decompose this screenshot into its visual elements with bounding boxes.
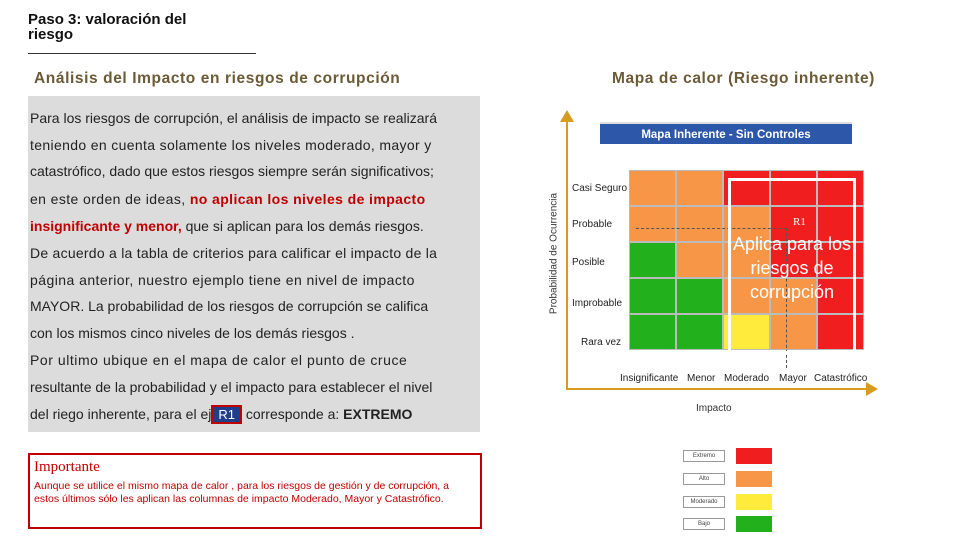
heatmap-cell: [629, 242, 676, 278]
x-axis-title: Impacto: [696, 403, 732, 414]
heatmap-row-label: Casi Seguro: [572, 183, 628, 194]
paragraph-line: teniendo en cuenta solamente los niveles moderado, mayor y: [30, 137, 432, 153]
heatmap-column-label: Catastrófico: [814, 373, 868, 384]
legend-label: Bajo: [683, 518, 725, 530]
important-title: Importante: [34, 459, 100, 475]
heatmap-cell: [676, 278, 723, 314]
heatmap-cell: [676, 170, 723, 206]
heatmap-column-label: Mayor: [779, 373, 807, 384]
y-axis-title: Probabilidad de Ocurrencia: [548, 192, 560, 315]
left-section-title: Análisis del Impacto en riesgos de corrupción: [34, 70, 401, 87]
r1-marker: R1: [793, 216, 806, 228]
r1-badge: R1: [211, 405, 242, 424]
heatmap-row-label: Probable: [572, 219, 613, 230]
paragraph-line: [30, 298, 428, 314]
heatmap-column-label: Menor: [687, 373, 716, 384]
heatmap-banner: Mapa Inherente - Sin Controles: [600, 122, 852, 144]
overlay-label: Aplica para los riesgos de corrupción: [732, 234, 852, 302]
legend-swatch: [736, 471, 772, 487]
paragraph-text: en este orden de ideas,: [30, 191, 190, 207]
legend-swatch: [736, 516, 772, 532]
paragraph-text: corresponde a:: [241, 406, 344, 422]
important-text: Aunque se utilice el mismo mapa de calor , para los riesgos de gestión y de corrupción, a estos últimos sólo les aplican las columnas de impacto Moderado, Mayor y Catastrófico.: [34, 480, 449, 505]
heatmap-cell: [629, 206, 676, 242]
right-section-title: Mapa de calor (Riesgo inherente): [612, 70, 875, 87]
paragraph-line: resultante de la probabilidad y el impacto para establecer el nivel: [30, 379, 433, 395]
heatmap-cell: [629, 170, 676, 206]
heatmap-cell: [676, 242, 723, 278]
paragraph-line: catastrófico, dado que estos riesgos siempre serán significativos;: [30, 163, 434, 179]
result-text: EXTREMO: [343, 406, 413, 422]
legend-swatch: [736, 494, 772, 510]
heatmap-cell: [629, 278, 676, 314]
legend-label: Extremo: [683, 450, 725, 462]
heatmap-row-label: Posible: [572, 257, 605, 268]
legend-label: Alto: [683, 473, 725, 485]
heatmap-column-label: Moderado: [724, 373, 770, 384]
heatmap-row-label: Rara vez: [581, 337, 622, 348]
heatmap-column-label: Insignificante: [620, 373, 679, 384]
x-axis: [566, 388, 868, 390]
paragraph-line: [30, 405, 412, 424]
legend-label: Moderado: [683, 496, 725, 508]
paragraph-line: con los mismos cinco niveles de los demás riesgos .: [30, 325, 355, 341]
y-axis: [566, 118, 568, 390]
legend-swatch: [736, 448, 772, 464]
highlight-text: insignificante y menor,: [30, 218, 182, 234]
heatmap-row-label: Improbable: [572, 298, 623, 309]
paragraph-text: que si aplican para los demás riesgos.: [181, 218, 424, 234]
title-divider: [28, 53, 256, 54]
heatmap-cell: [676, 314, 723, 350]
paragraph-line: De acuerdo a la tabla de criterios para calificar el impacto de la: [30, 245, 438, 261]
paragraph-line: Para los riesgos de corrupción, el análisis de impacto se realizará: [30, 110, 437, 126]
paragraph-line: [30, 218, 424, 234]
paragraph-line: [30, 191, 426, 207]
page-title: Paso 3: valoración del riesgo: [28, 11, 187, 43]
y-axis-arrow-icon: [560, 110, 574, 122]
paragraph-line: página anterior, nuestro ejemplo tiene en nivel de impacto: [30, 272, 415, 288]
paragraph-text: del riego inherente, para el ej: [30, 406, 212, 422]
heatmap-cell: [629, 314, 676, 350]
x-axis-arrow-icon: [866, 382, 878, 396]
highlight-text: no aplican los niveles de impacto: [189, 191, 426, 207]
heatmap-cell: [676, 206, 723, 242]
paragraph-text: . La probabilidad de los riesgos de corrupción se califica: [80, 298, 429, 314]
paragraph-line: Por ultimo ubique en el mapa de calor el punto de cruce: [30, 352, 408, 368]
paragraph-text: MAYOR: [30, 298, 81, 314]
